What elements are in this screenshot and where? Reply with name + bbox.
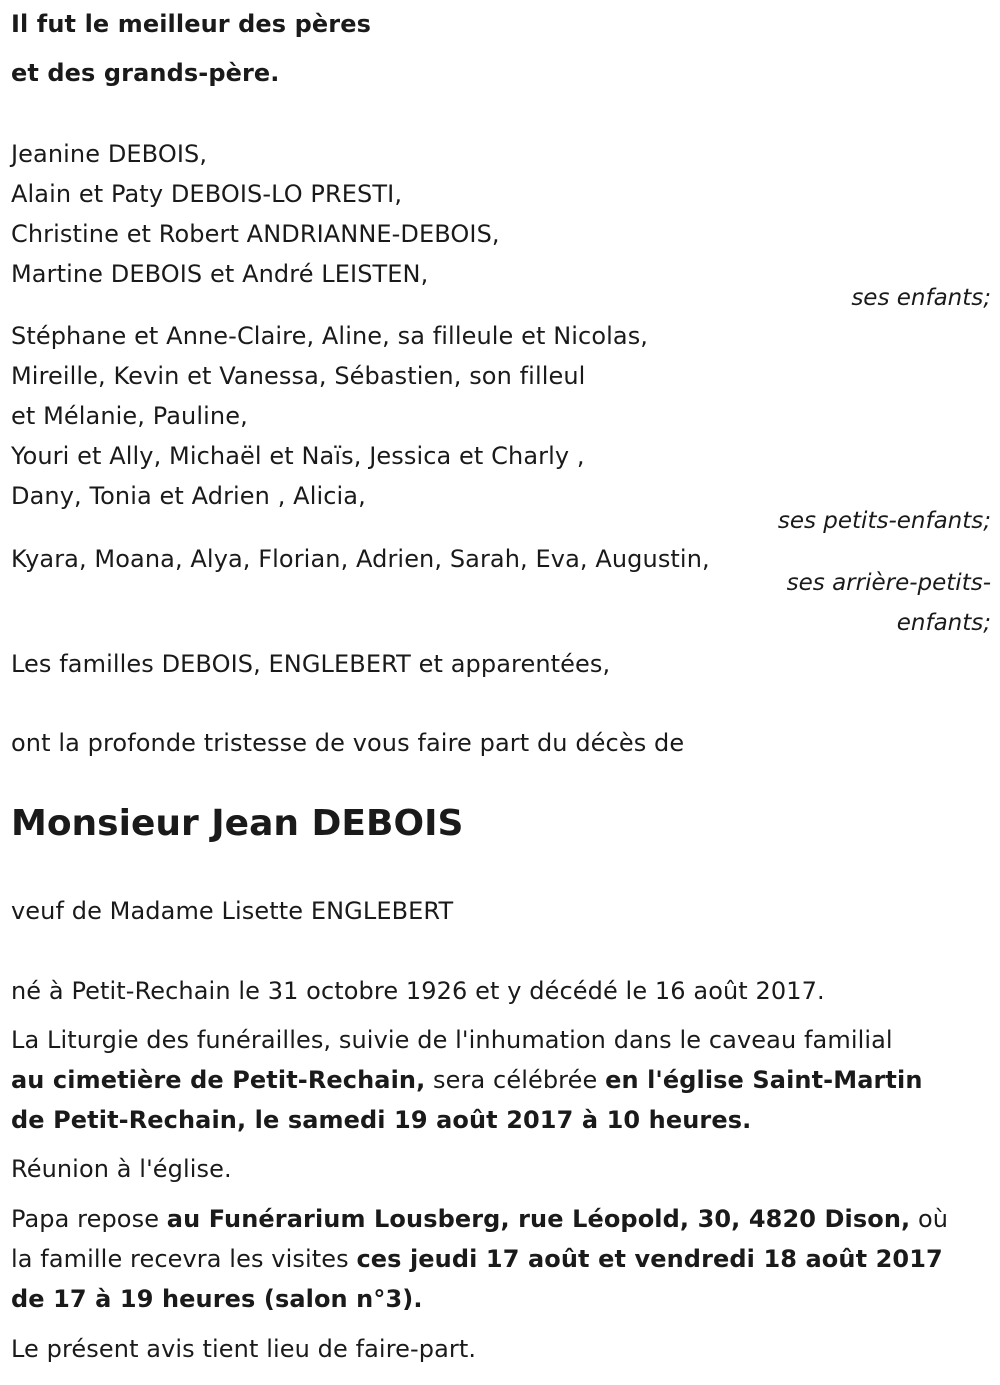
child-name: Christine et Robert ANDRIANNE-DEBOIS, <box>11 220 500 248</box>
announcement-line: ont la profonde tristesse de vous faire part du décès de <box>11 729 685 757</box>
cemetery-text: au cimetière de Petit-Rechain, <box>11 1066 426 1094</box>
closing-line: Le présent avis tient lieu de faire-part. <box>11 1335 477 1363</box>
child-name: Martine DEBOIS et André LEISTEN, <box>11 260 429 288</box>
epitaph-line-2: et des grands-père. <box>11 59 280 87</box>
grandchild-line: Dany, Tonia et Adrien , Alicia, <box>11 482 366 510</box>
liturgy-line-1: La Liturgie des funérailles, suivie de l'inhumation dans le caveau familial <box>11 1026 893 1054</box>
liturgy-connector: sera célébrée <box>425 1066 606 1094</box>
visits-intro: Papa repose <box>11 1205 167 1233</box>
funerarium-address: au Funérarium Lousberg, rue Léopold, 30, 4820 Dison, <box>166 1205 911 1233</box>
visits-line-1 <box>11 1205 948 1233</box>
widower-line: veuf de Madame Lisette ENGLEBERT <box>11 897 454 925</box>
reunion-line: Réunion à l'église. <box>11 1155 232 1183</box>
visits-family: la famille recevra les visites <box>11 1245 357 1273</box>
church-text: en l'église Saint-Martin <box>605 1066 923 1094</box>
child-name: Alain et Paty DEBOIS-LO PRESTI, <box>11 180 403 208</box>
great-grandchildren-label-1: ses arrière-petits- <box>786 570 991 596</box>
deceased-name: Monsieur Jean DEBOIS <box>11 803 464 844</box>
grandchildren-label: ses petits-enfants; <box>777 508 991 534</box>
families-line: Les familles DEBOIS, ENGLEBERT et apparentées, <box>11 650 611 678</box>
visits-line-3: de 17 à 19 heures (salon n°3). <box>11 1285 423 1313</box>
great-grandchildren-names: Kyara, Moana, Alya, Florian, Adrien, Sarah, Eva, Augustin, <box>11 545 710 573</box>
visits-line-2 <box>11 1245 943 1273</box>
grandchild-line: Mireille, Kevin et Vanessa, Sébastien, son filleul <box>11 362 586 390</box>
great-grandchildren-label-2: enfants; <box>896 610 991 636</box>
birth-death-line: né à Petit-Rechain le 31 octobre 1926 et y décédé le 16 août 2017. <box>11 977 825 1005</box>
liturgy-line-2 <box>11 1066 923 1094</box>
epitaph-line-1: Il fut le meilleur des pères <box>11 10 371 38</box>
visits-dates: ces jeudi 17 août et vendredi 18 août 2017 <box>356 1245 943 1273</box>
children-label: ses enfants; <box>851 285 991 311</box>
visits-where: où <box>910 1205 949 1233</box>
child-name: Jeanine DEBOIS, <box>11 140 208 168</box>
liturgy-line-3: de Petit-Rechain, le samedi 19 août 2017 à 10 heures. <box>11 1106 752 1134</box>
grandchild-line: et Mélanie, Pauline, <box>11 402 248 430</box>
grandchild-line: Stéphane et Anne-Claire, Aline, sa filleule et Nicolas, <box>11 322 649 350</box>
grandchild-line: Youri et Ally, Michaël et Naïs, Jessica et Charly , <box>11 442 585 470</box>
